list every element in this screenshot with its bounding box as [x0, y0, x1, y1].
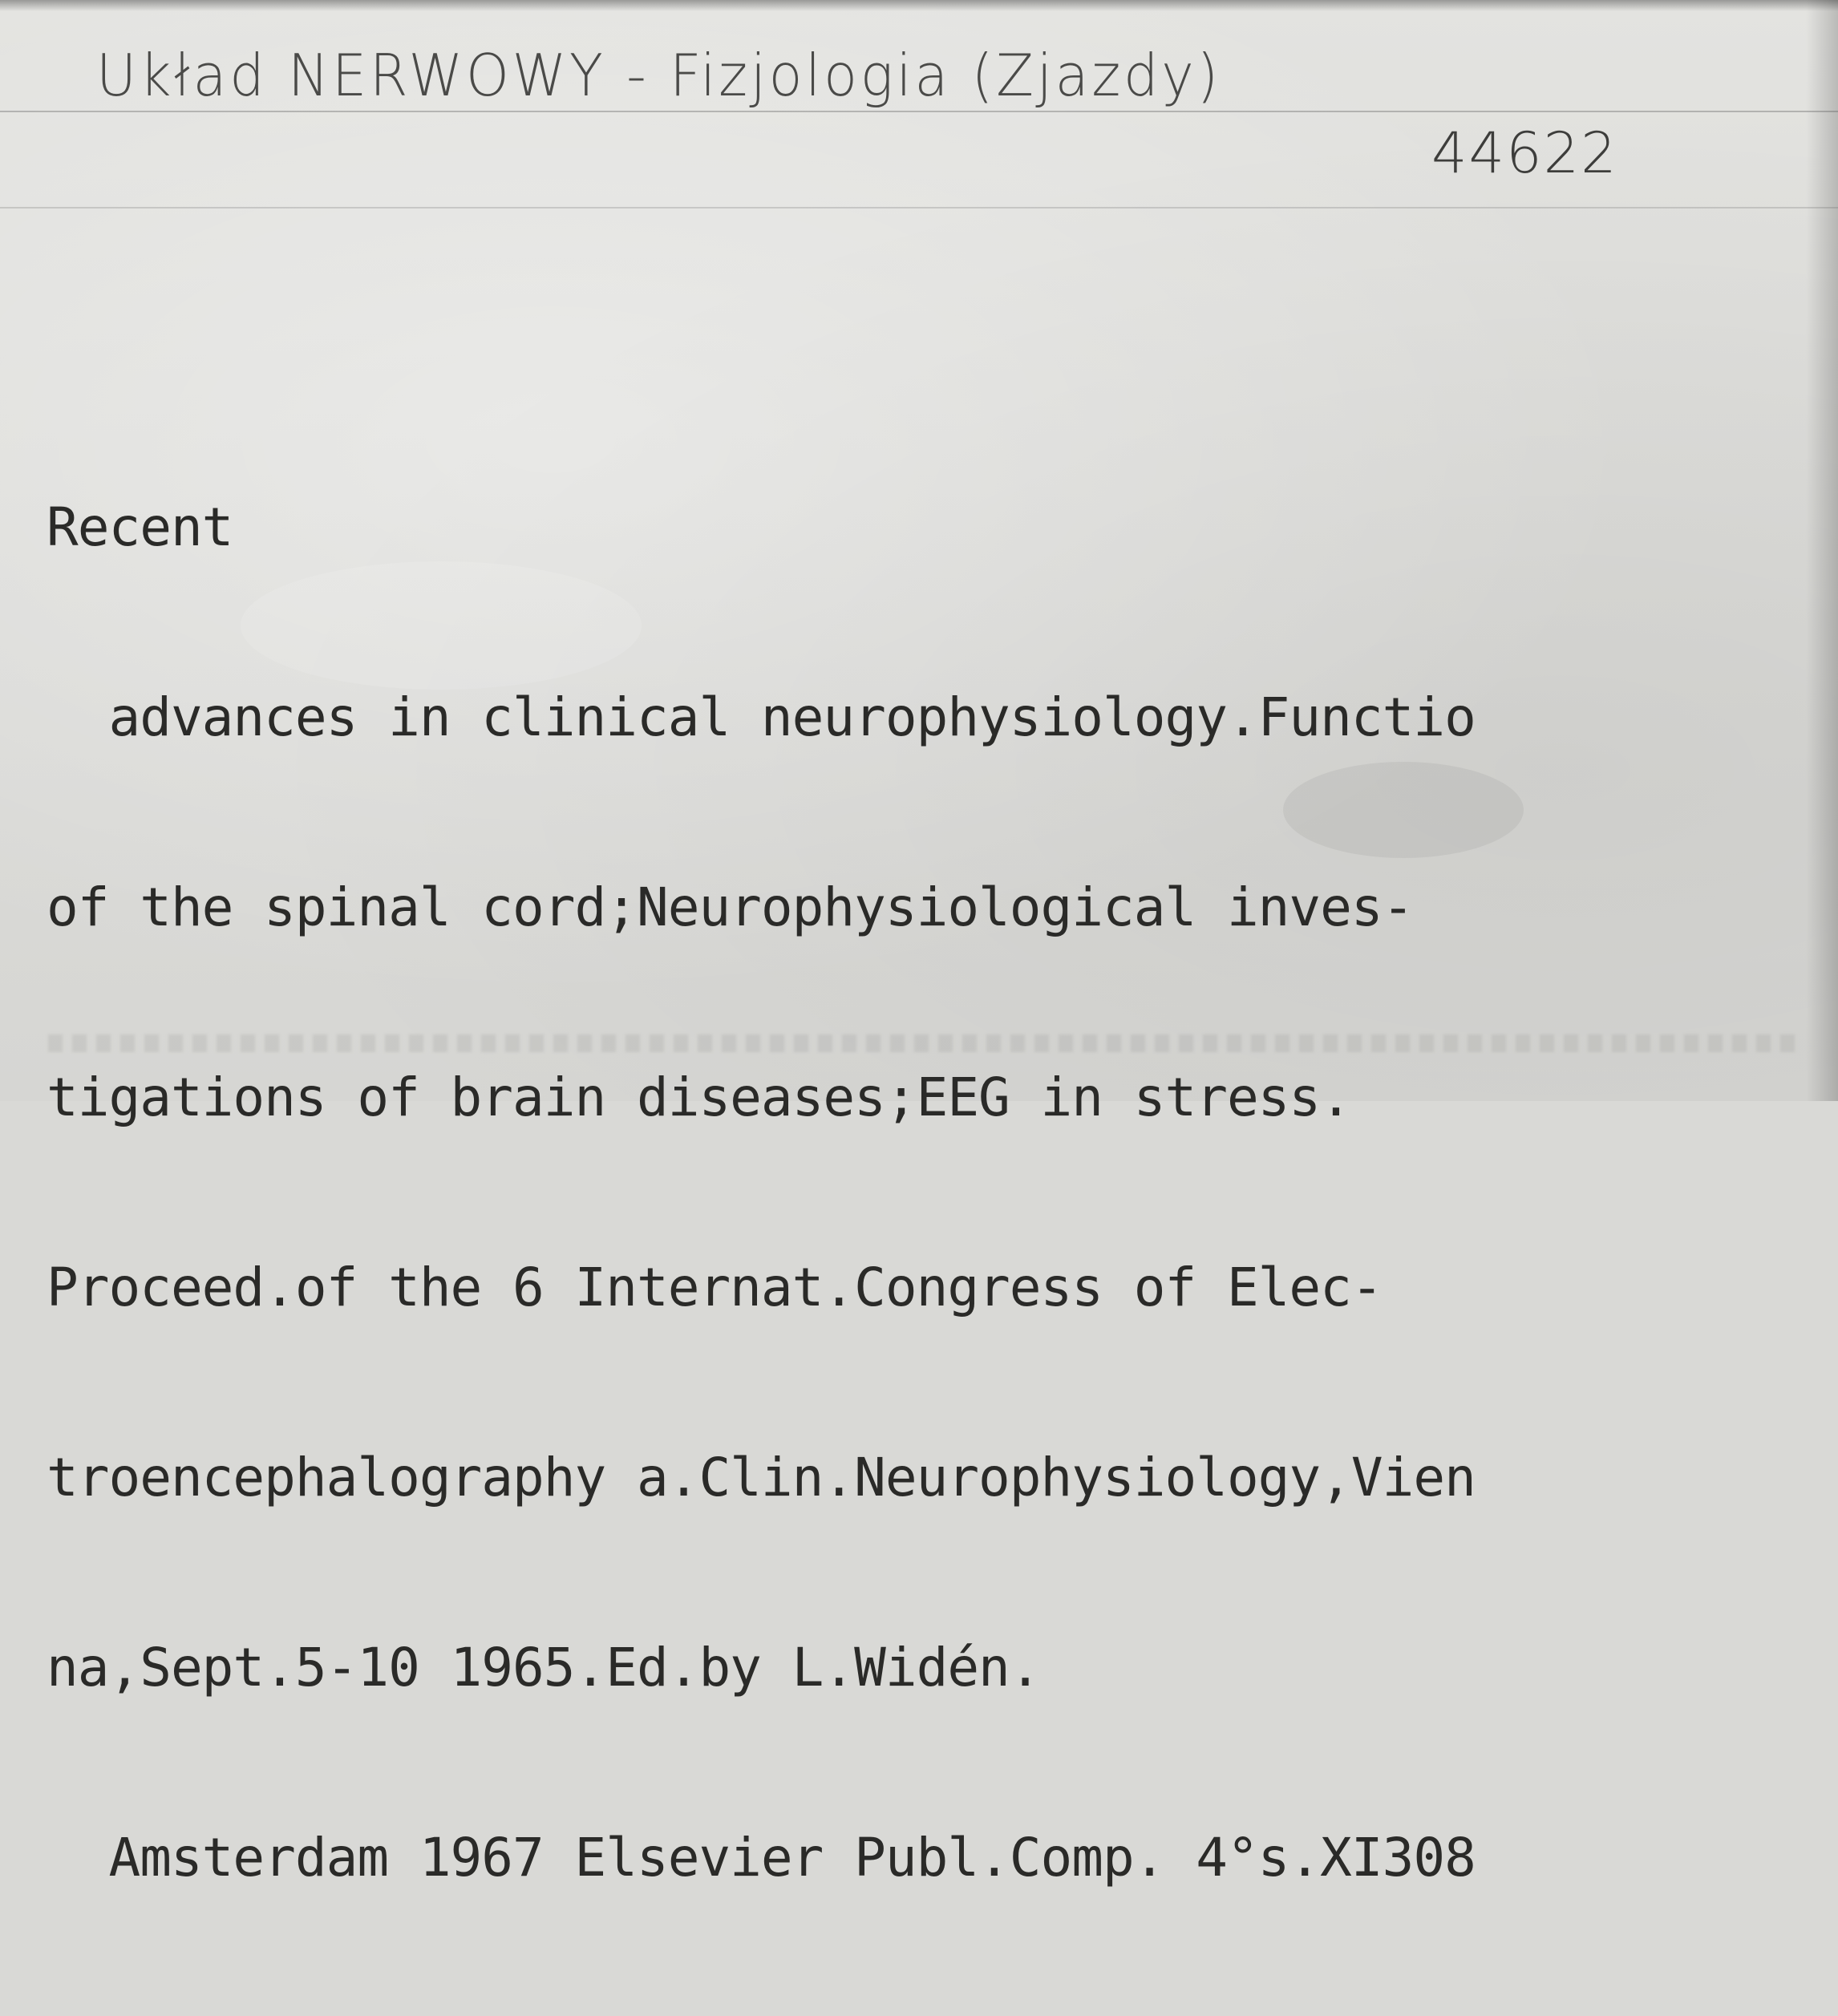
faint-bleedthrough-text [48, 1034, 1796, 1052]
entry-line: Recent [47, 496, 233, 558]
entry-line: tigations of brain diseases;EEG in stress. [47, 1067, 1351, 1128]
subject-heading: Układ NERWOWY - Fizjologia (Zjazdy) [96, 42, 1222, 109]
header-rule-line [0, 111, 1838, 112]
entry-line: na,Sept.5-10 1965.Ed.by L.Widén. [47, 1637, 1041, 1698]
entry-line: Amsterdam 1967 Elsevier Publ.Comp. 4°s.XI308 [47, 1827, 1476, 1888]
card-top-edge-shadow [0, 0, 1838, 11]
entry-line: of the spinal cord;Neurophysiological inves- [47, 876, 1414, 938]
call-number: 44622 [1431, 120, 1618, 186]
entry-line: Proceed.of the 6 Internat.Congress of Elec- [47, 1257, 1383, 1318]
bibliographic-entry [47, 369, 1476, 2016]
entry-line: advances in clinical neurophysiology.Functio [47, 686, 1476, 748]
card-right-edge-shadow [1806, 0, 1838, 1101]
second-rule-line [0, 207, 1838, 208]
entry-line: troencephalography a.Clin.Neurophysiology,Vien [47, 1447, 1476, 1508]
